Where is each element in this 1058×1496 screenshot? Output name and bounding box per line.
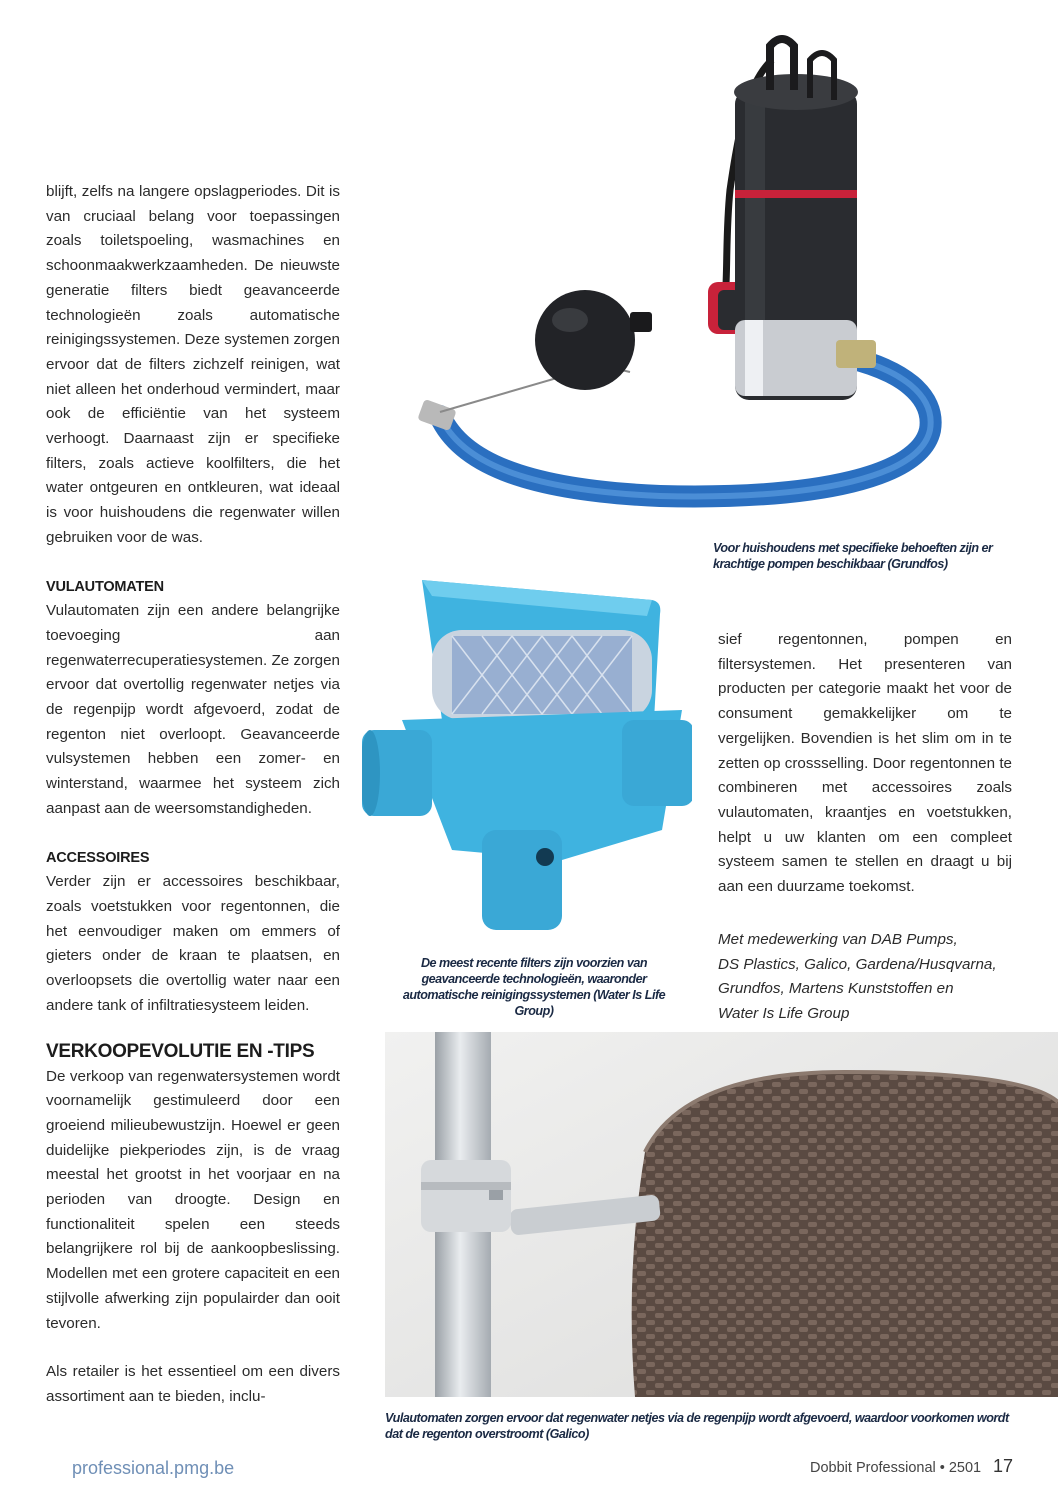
credit-line: Water Is Life Group — [718, 1005, 850, 1023]
barrel-caption: Vulautomaten zorgen ervoor dat regenwater netjes via de regenpijp wordt afgevoerd, waardoor voorkomen wordt dat de regenton overstroomt (Galico) — [385, 1411, 1009, 1441]
heading-accessoires: ACCESSOIRES — [46, 849, 150, 866]
filter-image — [362, 570, 692, 940]
rain-barrel — [632, 1072, 1058, 1397]
vulautomaten-paragraph: Vulautomaten zijn een andere belangrijke toevoeging aan regenwaterrecuperatiesystemen. Ze zorgen ervoor dat overtollig regenwater netjes via de regenpijp wordt afgevoerd, zodat de regenton niet overloopt. Geavanceerde vulsystemen hebben een zomer- en winterstand, waarmee het systeem zich aanpast aan de weersomstandigheden. — [46, 602, 340, 817]
page-number: 17 — [993, 1456, 1014, 1476]
right-paragraph: sief regentonnen, pompen en filtersystemen. Het presenteren van producten per categorie maakt het voor de consument gemakkelijker om te vergelijken. Bovendien is het slim om in te zetten op crossselling. Door regentonnen te combineren met accessoires zoals vulautomaten, kraantjes en voetstukken, helpt u uw klanten om een compleet systeem samen te stellen en draagt u bij aan een duurzame toekomst. — [718, 631, 1012, 896]
footer-website-link[interactable]: professional.pmg.be — [72, 1458, 235, 1478]
filter-caption: De meest recente filters zijn voorzien van geavanceerde technologieën, waaronder automatische reinigingssystemen (Water Is Life Group) — [402, 956, 666, 1018]
heading-vulautomaten: VULAUTOMATEN — [46, 578, 164, 595]
footer-publication: Dobbit Professional • 2501 — [810, 1460, 982, 1476]
credit-line: Grundfos, Martens Kunststoffen en — [718, 980, 954, 998]
credit-line: Met medewerking van DAB Pumps, — [718, 931, 958, 948]
pump-caption: Voor huishoudens met specifieke behoeften zijn er krachtige pompen beschikbaar (Grundfos) — [713, 541, 993, 571]
right-column — [718, 628, 1012, 900]
credits — [718, 928, 1038, 1027]
intro-paragraph: blijft, zelfs na langere opslagperiodes. Dit is van cruciaal belang voor toepassingen zoals toiletspoeling, wasmachines en schoonmaakwerkzaamheden. De nieuwste generatie filters biedt geavanceerde technologieën zoals automatische reinigingssystemen. Deze systemen zorgen ervoor dat de filters zichzelf reinigen, wat niet alleen het onderhoud vermindert, maar ook de efficiëntie van het systeem verhoogt. Daarnaast zijn er specifieke filters, zoals actieve koolfilters, die het water ontgeuren en ontkleuren, wat ideaal is voor huishoudens die regenwater willen gebruiken voor de was. — [46, 183, 340, 546]
heading-verkoopevolutie: VERKOOPEVOLUTIE EN -TIPS — [46, 1040, 315, 1062]
pump-image — [400, 20, 1020, 540]
verkoop-paragraph: De verkoop van regenwatersystemen wordt voornamelijk gestimuleerd door een groeiend milieubewustzijn. Hoewel er geen duidelijke piekperiodes zijn, is de vraag meestal het grootst in het voorjaar en na perioden van droogte. Design en functionaliteit spelen een steeds belangrijkere rol bij de aankoopbeslissing. Modellen met een grotere capaciteit en een stijlvolle afwerking zijn populairder dan ooit tevoren. — [46, 1067, 340, 1332]
left-column — [46, 180, 340, 1410]
pump-band — [735, 190, 857, 198]
rain-barrel-image — [385, 1032, 1058, 1397]
credit-line: DS Plastics, Galico, Gardena/Husqvarna, — [718, 955, 997, 973]
accessoires-paragraph: Verder zijn er accessoires beschikbaar, zoals voetstukken voor regentonnen, die het eenvoudiger maken om emmers of gieters onder de kraan te plaatsen, en overloopsets die overtollig water naar een andere tank of infiltratiesysteem leiden. — [46, 873, 340, 1014]
float-ball — [535, 290, 635, 390]
retailer-paragraph: Als retailer is het essentieel om een divers assortiment aan te bieden, inclu- — [46, 1363, 340, 1405]
